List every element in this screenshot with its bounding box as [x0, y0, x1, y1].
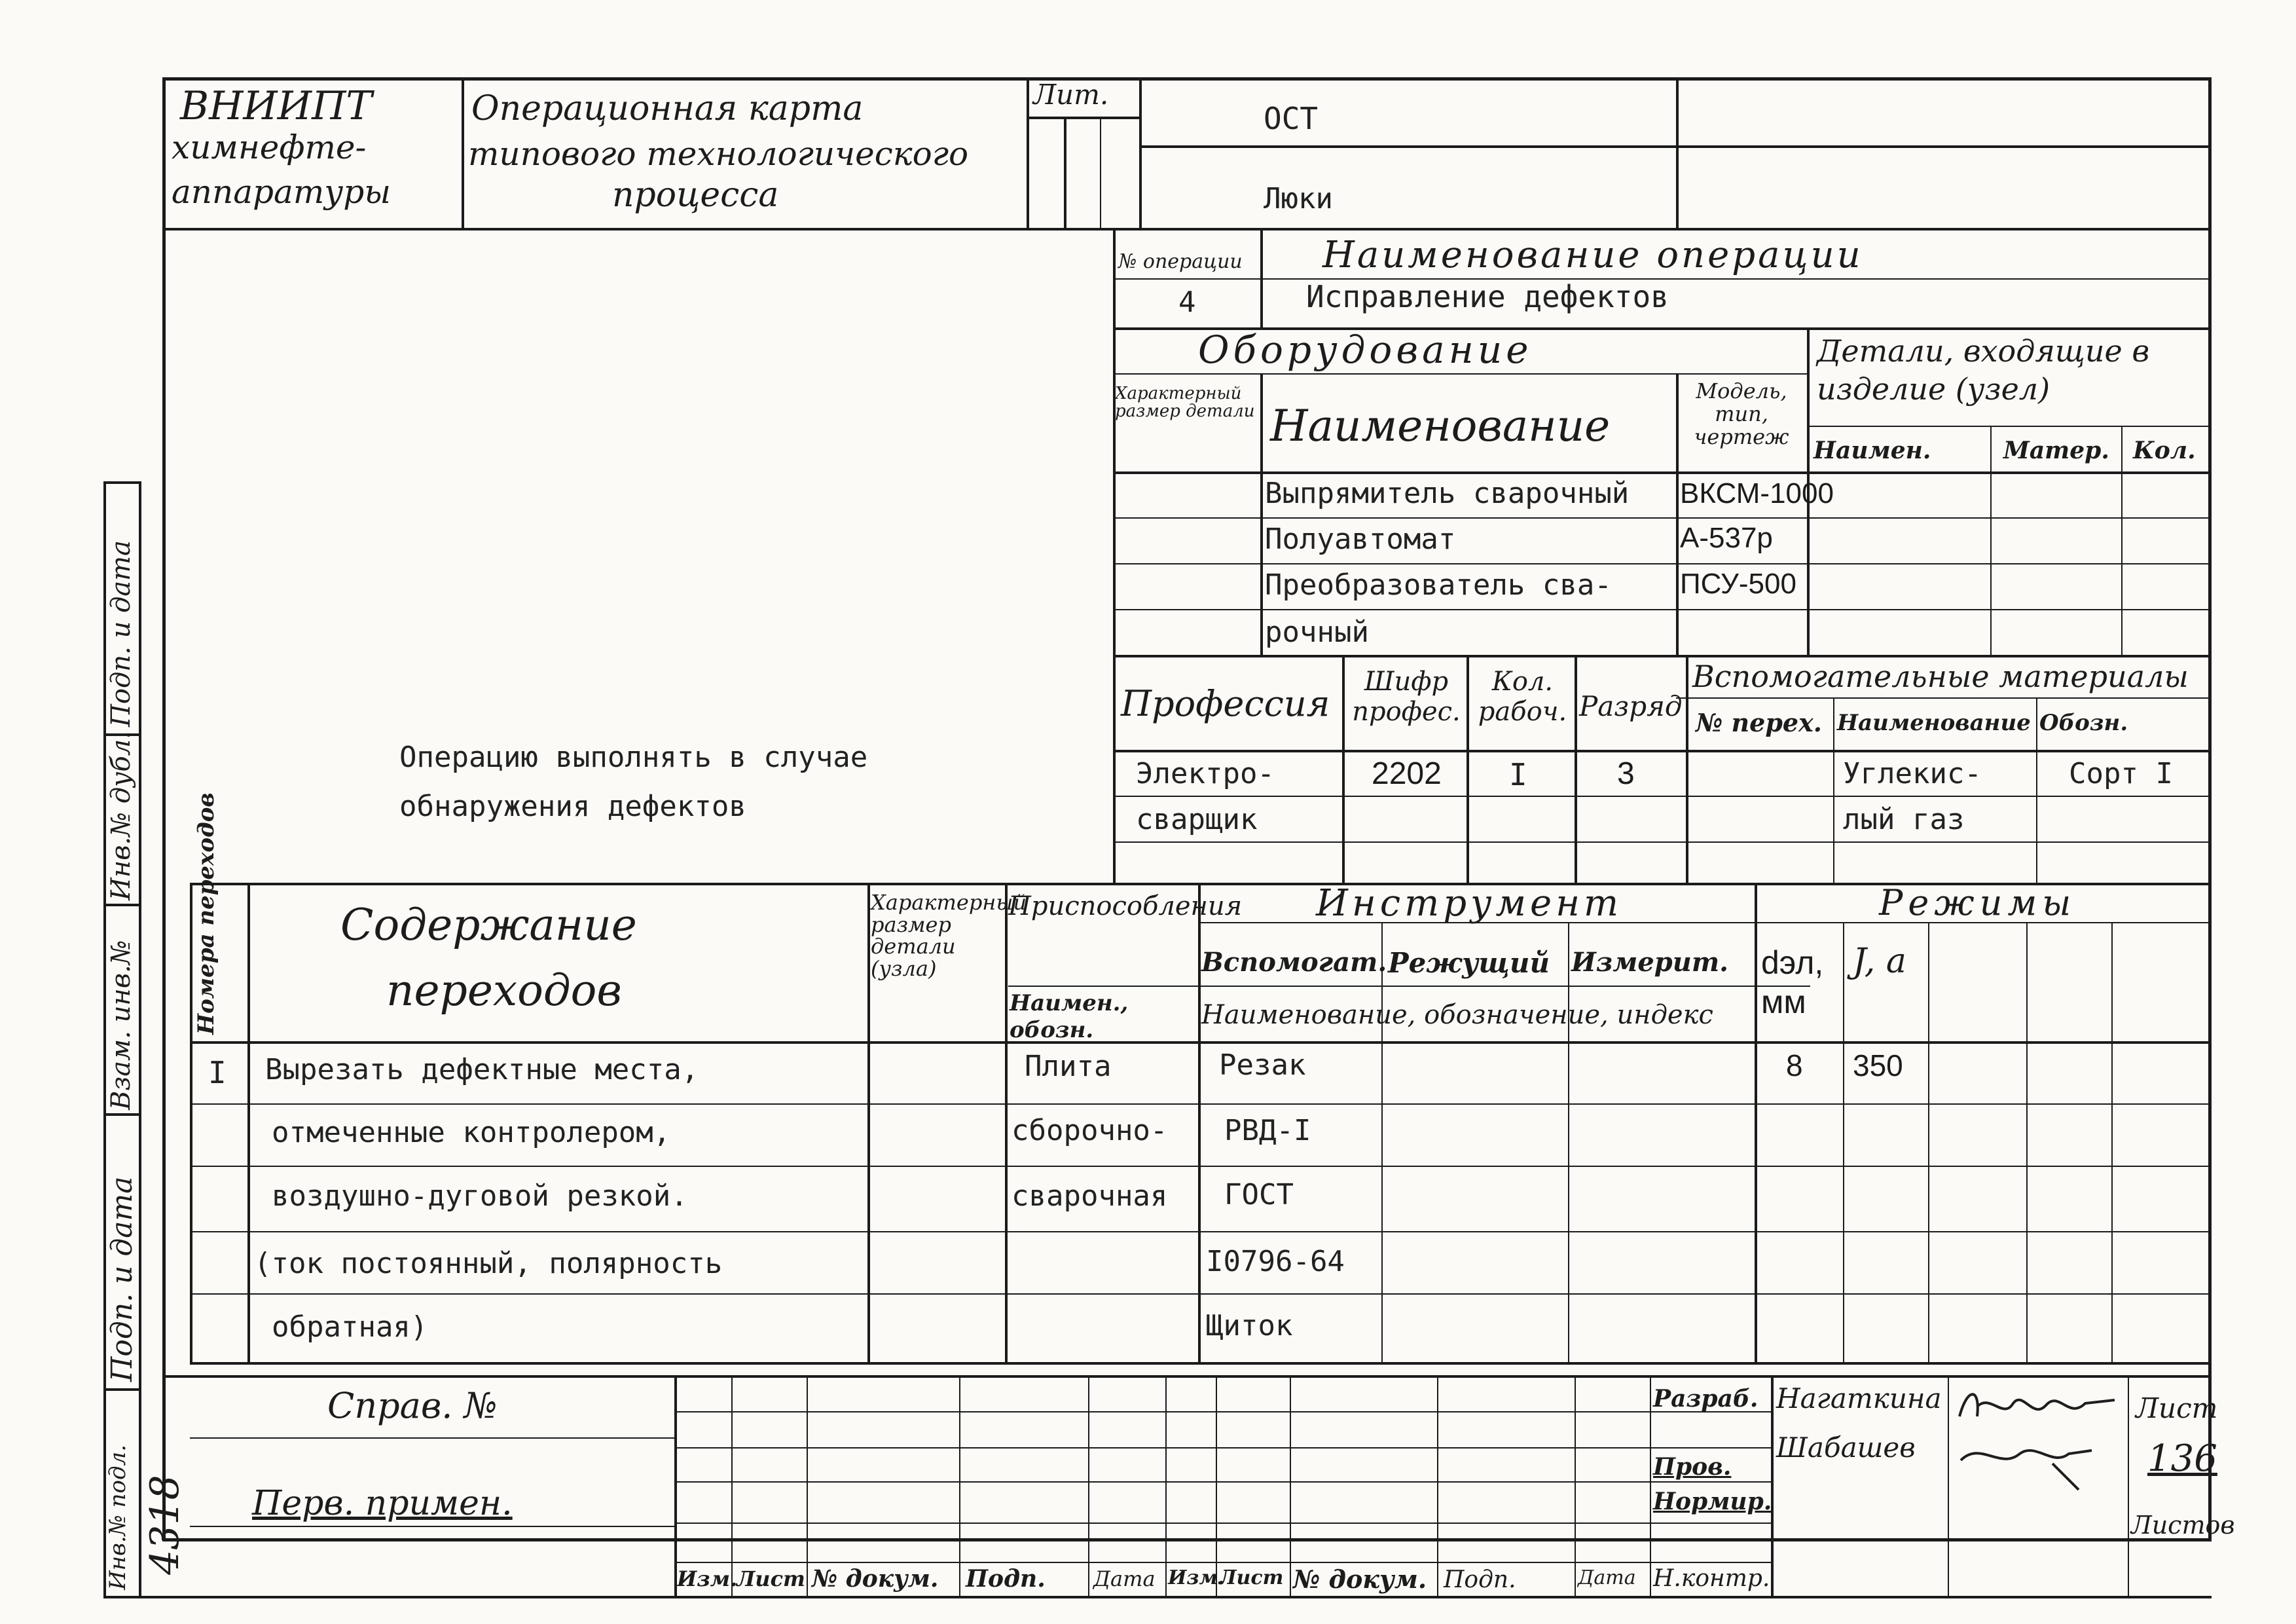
step-row-3-fixture: сварочная — [1011, 1179, 1168, 1213]
profession-code-label: Шифр профес. — [1352, 667, 1461, 727]
operation-number: 4 — [1178, 286, 1196, 319]
instrument-title: Инструмент — [1316, 882, 1623, 925]
org-name-line1: ВНИИПТ — [180, 83, 373, 129]
steps-bottom-line — [190, 1362, 2212, 1365]
equipment-row-3-model: ПСУ-500 — [1680, 568, 1796, 600]
norm-control-label: Нормир. — [1653, 1488, 1772, 1515]
steps-row-line-3 — [190, 1231, 2212, 1232]
equipment-name-label: Наименование — [1270, 401, 1611, 451]
steps-col-line-2 — [867, 883, 870, 1362]
title-block-top-line — [162, 1375, 2212, 1378]
aux-name-label: Наименование — [1837, 710, 2031, 736]
operation-name-label: Наименование операции — [1322, 234, 1863, 276]
change-col-10: Дата — [1578, 1566, 1636, 1589]
equipment-size-label: Характерный размер детали — [1115, 384, 1255, 422]
step-row-4-content: (ток постоянный, полярность — [254, 1247, 723, 1280]
operation-number-label: № операции — [1118, 250, 1243, 273]
doc-title-line3: процесса — [612, 175, 779, 215]
parts-material-label: Матер. — [2003, 437, 2109, 464]
sheet-label: Лист — [2136, 1392, 2218, 1424]
step-number-label: Номера переходов — [193, 792, 219, 1035]
staff-col-line-1 — [1342, 655, 1345, 883]
standard-code: ОСТ — [1264, 101, 1319, 136]
lit-cell-line — [1027, 117, 1139, 119]
tb-col-13 — [1948, 1375, 1949, 1596]
change-col-7: Лист — [1219, 1566, 1284, 1589]
developed-by-name: Нагаткина — [1776, 1382, 1942, 1414]
sheet-number: 136 — [2147, 1437, 2217, 1480]
staff-row-line-1 — [1113, 796, 2212, 797]
parts-col-line-1 — [1990, 426, 1992, 655]
change-col-6: Изм. — [1168, 1566, 1225, 1589]
operation-name: Исправление дефектов — [1306, 279, 1669, 314]
note-line1: Операцию выполнять в случае — [399, 741, 868, 774]
workers-count: I — [1509, 757, 1527, 792]
workers-count-label: Кол. рабоч. — [1478, 667, 1567, 727]
sign-date-label-1: Подп. и дата — [106, 540, 136, 727]
parts-subheader-line — [1807, 426, 2212, 427]
reference-label: Справ. № — [327, 1385, 498, 1426]
instrument-sub-label: Наименование, обозначение, индекс — [1201, 1000, 1713, 1030]
checker-signature — [1954, 1434, 2121, 1493]
equipment-col-line-1 — [1260, 373, 1263, 655]
step-row-1-content: Вырезать дефектные места, — [265, 1053, 699, 1086]
tb-col-14 — [2128, 1375, 2129, 1596]
tb-col-11 — [1650, 1375, 1651, 1596]
equipment-col-line-2 — [1676, 373, 1679, 655]
standards-control-label: Н.контр. — [1653, 1565, 1770, 1592]
checked-by-name: Шабашев — [1776, 1431, 1916, 1464]
modes-title: Режимы — [1879, 882, 2077, 923]
step-row-5-content: обратная) — [272, 1310, 428, 1344]
measuring-tool-label: Измерит. — [1571, 947, 1729, 978]
replacement-inventory-label: Взам. инв.№ — [106, 940, 136, 1110]
equipment-row-1-name: Выпрямитель сварочный — [1265, 477, 1630, 510]
lit-label: Лит. — [1033, 79, 1109, 111]
first-use-underline-dash — [190, 1526, 674, 1527]
equipment-row-2-name: Полуавтомат — [1265, 523, 1456, 556]
side-strip-line-4 — [103, 1388, 139, 1391]
steps-col-line-7 — [1755, 883, 1757, 1362]
electrode-diameter-label: dэл, мм — [1761, 944, 1824, 1020]
profession-line2: сварщик — [1136, 803, 1258, 836]
tb-col-4 — [959, 1375, 960, 1596]
header-mid-line — [1139, 145, 2212, 148]
sheets-label: Листов — [2131, 1511, 2235, 1540]
change-col-1: Изм. — [677, 1566, 738, 1591]
grade-value: 3 — [1617, 756, 1635, 791]
aux-step-label: № перех. — [1696, 708, 1822, 737]
equipment-bottom-line — [1113, 655, 2212, 657]
side-strip-line-3 — [103, 1113, 139, 1116]
aux-name-line2: лый газ — [1843, 803, 1965, 836]
side-strip-link — [139, 1362, 141, 1596]
step-size-label: Характерный размер детали (узла) — [871, 890, 1027, 981]
equipment-row-4-name: рочный — [1265, 616, 1369, 649]
parts-title: Детали, входящие в изделие (узел) — [1817, 333, 2150, 407]
change-col-2: Лист — [737, 1566, 805, 1591]
steps-col-line-10 — [2026, 922, 2028, 1362]
first-use-label: Перв. примен. — [252, 1484, 513, 1523]
original-inventory-number: 4318 — [142, 1475, 188, 1575]
steps-row-line-1 — [190, 1103, 2212, 1105]
step-row-5-tool: Щиток — [1206, 1309, 1293, 1342]
step-row-2-fixture: сборочно- — [1011, 1114, 1168, 1147]
step-row-2-content: отмеченные контролером, — [272, 1116, 671, 1149]
change-col-3: № докум. — [812, 1565, 939, 1593]
side-strip-line-2 — [103, 904, 139, 906]
step-row-1-tool: Резак — [1219, 1048, 1306, 1082]
developer-signature — [1954, 1380, 2121, 1433]
title-block-row-4 — [674, 1522, 1771, 1524]
aux-tool-label: Вспомогат. — [1201, 947, 1387, 978]
equipment-title-line — [1113, 373, 1807, 375]
change-col-5: Дата — [1093, 1566, 1156, 1591]
doc-title-line1: Операционная карта — [471, 89, 864, 128]
header-divider-3 — [1139, 77, 1142, 229]
equipment-row-line-2 — [1113, 563, 2212, 564]
fixtures-sub-label: Наимен., обозн. — [1010, 990, 1129, 1043]
staff-col-line-2 — [1467, 655, 1469, 883]
header-divider-4 — [1676, 77, 1679, 229]
staff-col-line-3 — [1575, 655, 1577, 883]
steps-row-line-2 — [190, 1166, 2212, 1167]
header-divider-1 — [462, 77, 464, 229]
product-name: Люки — [1264, 182, 1333, 215]
fixtures-label: Приспособления — [1008, 891, 1243, 921]
aux-materials-title: Вспомогательные материалы — [1692, 659, 2189, 694]
tb-col-1 — [674, 1375, 677, 1596]
tb-col-9 — [1437, 1375, 1438, 1596]
steps-left-line — [190, 883, 192, 1362]
change-col-8: № докум. — [1293, 1564, 1427, 1594]
parts-col-line-2 — [2121, 426, 2123, 655]
title-block-row-2 — [674, 1447, 1771, 1449]
staff-header-line — [1113, 750, 2212, 752]
tb-col-5 — [1088, 1375, 1089, 1596]
steps-col-line-1 — [247, 883, 250, 1362]
tb-col-2 — [731, 1375, 733, 1596]
parts-qty-label: Кол. — [2133, 437, 2196, 464]
change-col-4: Подп. — [966, 1565, 1046, 1593]
note-line2: обнаружения дефектов — [399, 790, 746, 823]
steps-row-line-4 — [190, 1293, 2212, 1295]
developed-by-label: Разраб. — [1653, 1385, 1758, 1412]
lit-cell-divider-1 — [1064, 118, 1066, 228]
org-name-line2: химнефте- — [172, 128, 367, 166]
step-number: I — [208, 1055, 227, 1090]
profession-line1: Электро- — [1136, 757, 1275, 790]
step-row-4-tool: I0796-64 — [1206, 1245, 1345, 1278]
equipment-row-line-3 — [1113, 609, 2212, 610]
step-row-3-content: воздушно-дуговой резкой. — [272, 1179, 688, 1213]
right-panel-left-line — [1113, 228, 1116, 883]
lit-cell-divider-2 — [1100, 118, 1101, 228]
steps-col-line-5 — [1381, 922, 1383, 1362]
aux-col-line-2 — [2036, 697, 2037, 883]
steps-col-line-3 — [1005, 883, 1008, 1362]
equipment-row-line-1 — [1113, 517, 2212, 519]
ref-underline-dash — [190, 1437, 674, 1439]
tb-col-3 — [807, 1375, 808, 1596]
tb-col-6 — [1165, 1375, 1167, 1596]
step-row-2-tool: РВД-I — [1224, 1114, 1311, 1147]
grade-label: Разряд — [1579, 690, 1683, 722]
title-block-row-3 — [674, 1481, 1771, 1483]
step-row-1-fixture: Плита — [1025, 1050, 1112, 1083]
duplicate-inventory-label: Инв.№ дубл. — [106, 731, 136, 900]
equipment-row-3-name: Преобразователь сва- — [1265, 568, 1612, 602]
operation-divider — [1260, 228, 1263, 327]
aux-col-line-1 — [1833, 697, 1834, 883]
step-row-3-tool: ГОСТ — [1224, 1178, 1294, 1211]
content-label-line1: Содержание — [340, 900, 637, 950]
tb-col-8 — [1290, 1375, 1291, 1596]
equipment-model-label: Модель, тип, чертеж — [1694, 378, 1789, 450]
profession-label: Профессия — [1121, 683, 1330, 724]
aux-subheader-line — [1676, 697, 2212, 699]
side-strip-top-line — [103, 481, 139, 484]
tb-col-12 — [1771, 1375, 1774, 1596]
doc-title-line2: типового технологического — [468, 135, 969, 173]
checked-by-label: Пров. — [1653, 1453, 1732, 1481]
current-label: J, а — [1853, 942, 1906, 981]
aux-designation-label: Обозн. — [2039, 710, 2128, 736]
aux-name-line1: Углекис- — [1843, 757, 1982, 790]
steps-col-line-6 — [1568, 922, 1569, 1362]
equipment-title: Оборудование — [1198, 327, 1533, 372]
step-row-1-i: 350 — [1853, 1048, 1903, 1082]
tb-col-10 — [1575, 1375, 1576, 1596]
steps-col-line-9 — [1928, 922, 1929, 1362]
content-label-line2: переходов — [386, 965, 622, 1016]
equipment-row-1-model: ВКСМ-1000 — [1680, 477, 1834, 509]
staff-row-line-2 — [1113, 841, 2212, 843]
parts-name-label: Наимен. — [1813, 437, 1931, 464]
steps-header-bottom-line — [190, 1041, 2212, 1044]
title-block-row-5 — [674, 1562, 1771, 1563]
fixtures-sub-line — [1008, 986, 1810, 987]
step-row-1-d: 8 — [1786, 1048, 1803, 1082]
tb-col-7 — [1216, 1375, 1217, 1596]
equipment-header-line — [1113, 471, 2212, 474]
sign-date-label-2: Подп. и дата — [105, 1176, 139, 1382]
profession-code: 2202 — [1372, 756, 1442, 791]
steps-col-line-8 — [1843, 922, 1844, 1362]
steps-col-line-4 — [1198, 883, 1201, 1362]
equipment-row-2-model: А-537р — [1680, 522, 1773, 554]
cutting-tool-label: Режущий — [1388, 947, 1550, 979]
staff-col-line-4 — [1686, 655, 1688, 883]
steps-col-line-11 — [2111, 922, 2113, 1362]
header-divider-2 — [1027, 77, 1029, 229]
original-inventory-label: Инв.№ подл. — [105, 1445, 131, 1590]
page-bottom-line — [103, 1596, 2212, 1598]
change-col-9: Подп. — [1444, 1566, 1516, 1593]
org-name-line3: аппаратуры — [172, 173, 391, 211]
aux-designation: Сорт I — [2069, 757, 2173, 790]
header-bottom-line — [162, 228, 2212, 231]
title-block-row-1 — [674, 1411, 1771, 1412]
